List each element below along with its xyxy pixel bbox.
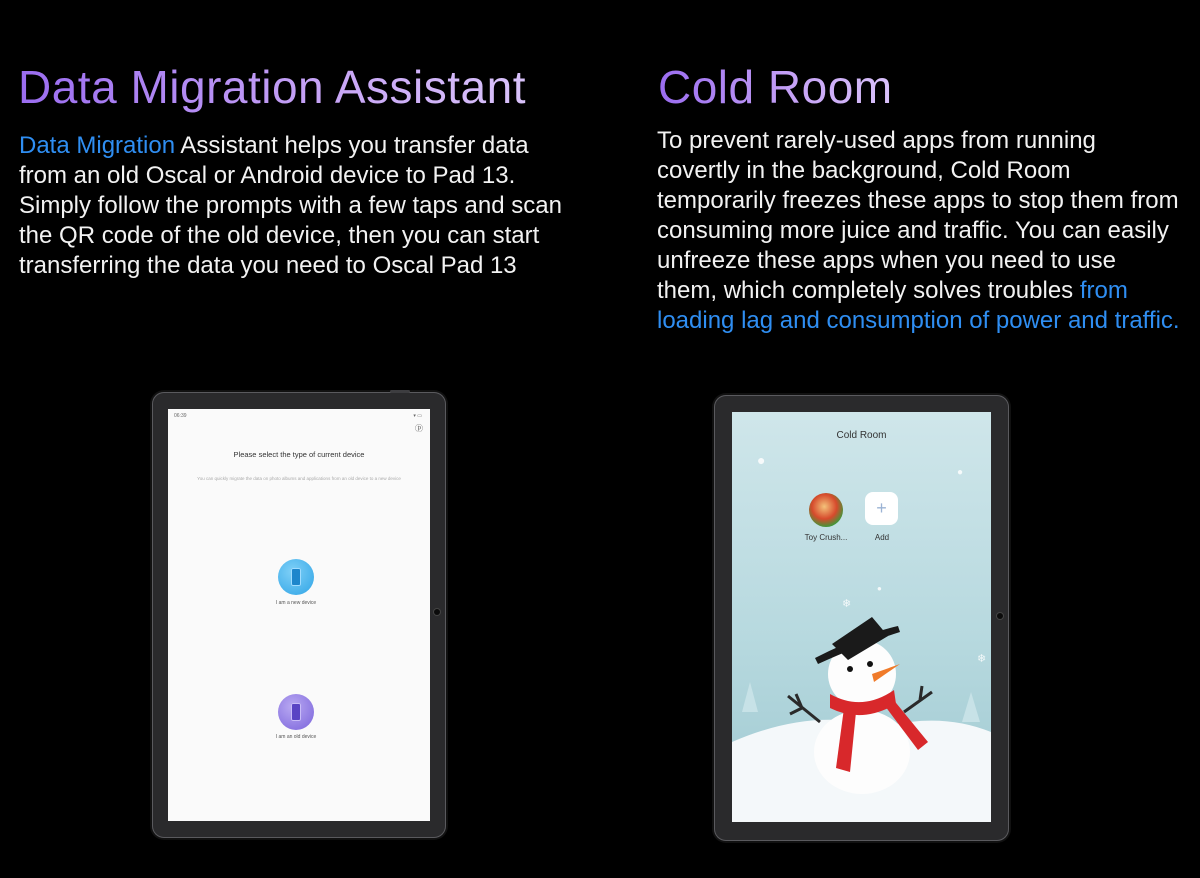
help-icon[interactable]: ⓟ: [415, 424, 423, 433]
status-icons: ▾ ▭: [413, 413, 422, 419]
old-device-label[interactable]: I am an old device: [275, 734, 317, 740]
camera: [434, 609, 440, 615]
plus-icon[interactable]: +: [865, 492, 898, 525]
cold-room-title: Cold Room: [836, 430, 887, 441]
snowflake-icon: ●: [957, 467, 964, 478]
right-title: Cold Room: [658, 61, 893, 113]
old-device-button[interactable]: [278, 694, 314, 730]
cold-room-screen: [732, 412, 991, 822]
left-description-highlight: Data Migration: [19, 132, 176, 159]
snowflake-icon: ●: [757, 452, 766, 468]
right-description: [657, 126, 1182, 336]
right-description-highlight: from loading lag and consumption of power and traffic.: [657, 277, 1180, 334]
migration-screen: [168, 409, 430, 821]
new-device-label[interactable]: I am a new device: [275, 600, 317, 606]
migration-subtitle: You can quickly migrate the data on photo albums and applications from an old device to a new device: [197, 476, 401, 481]
phone-icon: [291, 703, 301, 721]
device-type-prompt: Please select the type of current device: [233, 450, 365, 459]
snowman-illustration: [732, 412, 991, 822]
left-description: [19, 131, 579, 281]
snowflake-icon: ●: [877, 584, 882, 593]
snowflake-icon: ❄: [977, 653, 987, 665]
left-title: Data Migration Assistant: [18, 61, 527, 113]
left-description-text: Assistant helps you transfer data from an old Oscal or Android device to Pad 13. Simply follow the prompts with a few taps and scan the QR code of the old device, then you can start transferring the data you need to Oscal Pad 13: [19, 132, 562, 279]
snowflake-icon: ❄: [842, 598, 852, 610]
right-tablet: [714, 395, 1009, 841]
power-button: [390, 390, 410, 393]
new-device-button[interactable]: [278, 559, 314, 595]
toy-crush-label[interactable]: Toy Crush...: [804, 533, 848, 542]
add-label[interactable]: Add: [874, 533, 890, 542]
left-tablet: [152, 392, 446, 838]
status-time: 06:39: [174, 413, 187, 419]
camera: [997, 613, 1003, 619]
phone-icon: [291, 568, 301, 586]
right-description-text: To prevent rarely-used apps from running covertly in the background, Cold Room temporarily freezes these apps to stop them from consuming more juice and traffic. You can easily unfreeze these apps when you need to use them, which completely solves troubles: [657, 127, 1179, 304]
